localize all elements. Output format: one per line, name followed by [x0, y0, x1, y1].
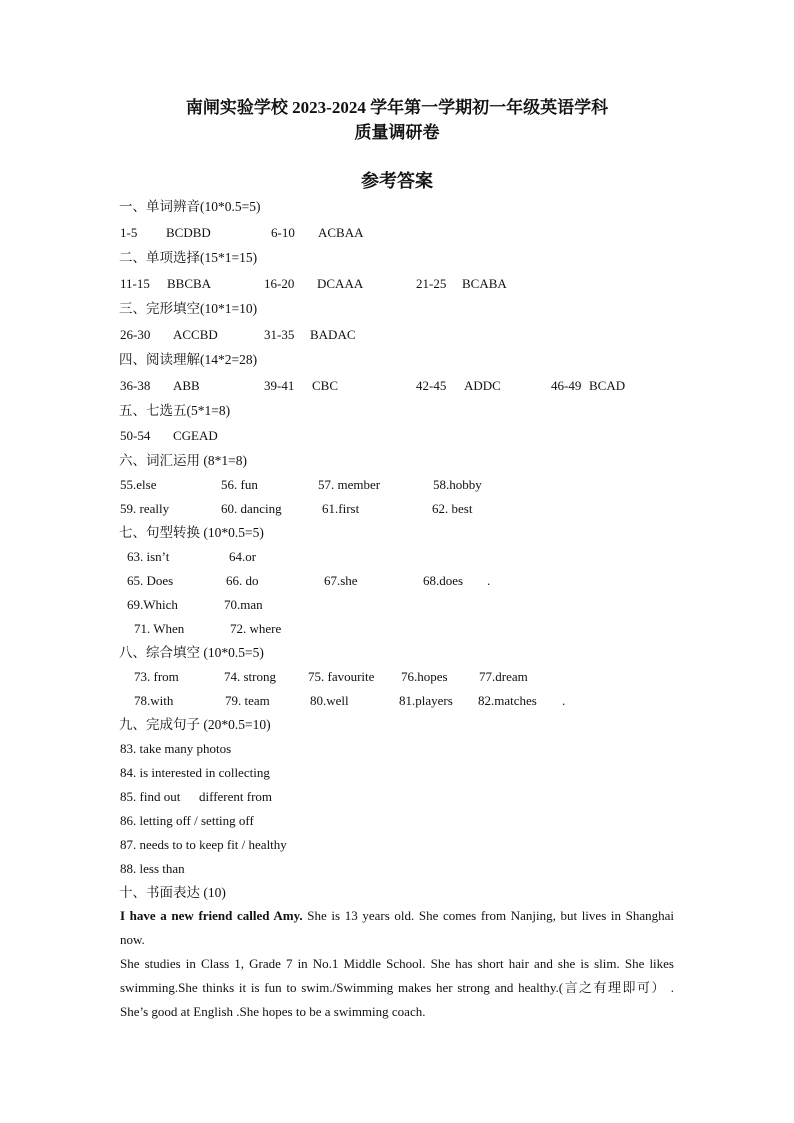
answer-value: ADDC [464, 378, 501, 393]
section-3-heading: 三、完形填空(10*1=10) [119, 301, 258, 316]
answer-item: 63. isn’t [127, 549, 170, 564]
answer-item: 68.does [423, 573, 464, 588]
answer-item: 67.she [324, 573, 358, 588]
answer-number: 11-15 [120, 276, 150, 291]
answer-item: 71. When [134, 621, 185, 636]
answer-key-heading: 参考答案 [361, 171, 433, 191]
answer-number: 46-49 [551, 378, 582, 393]
section-2-heading: 二、单项选择(15*1=15) [119, 250, 258, 265]
answer-value: CGEAD [173, 428, 218, 443]
section-10-heading: 十、书面表达 (10) [119, 885, 226, 900]
answer-value: BCDBD [166, 225, 211, 240]
answer-value: DCAAA [317, 276, 364, 291]
answer-item: . [487, 573, 491, 588]
answer-item: 66. do [226, 573, 259, 588]
section-1-heading: 一、单词辨音(10*0.5=5) [119, 199, 261, 214]
section-9-heading: 九、完成句子 (20*0.5=10) [119, 717, 271, 732]
answer-number: 39-41 [264, 378, 295, 393]
answer-item: 86. letting off / setting off [120, 813, 254, 828]
answer-value: BCAD [589, 378, 626, 393]
answer-item: 81.players [399, 693, 453, 708]
answer-item: 57. member [318, 477, 381, 492]
answer-item: 60. dancing [221, 501, 282, 516]
section-7-heading: 七、句型转换 (10*0.5=5) [119, 525, 264, 540]
answer-item: 72. where [230, 621, 282, 636]
answer-item: . [562, 693, 566, 708]
answer-value: BCABA [462, 276, 507, 291]
section-8-heading: 八、综合填空 (10*0.5=5) [119, 645, 264, 660]
answer-value: ACBAA [318, 225, 364, 240]
answer-item: 75. favourite [308, 669, 375, 684]
answer-value: ACCBD [173, 327, 218, 342]
answer-item: 70.man [224, 597, 263, 612]
answer-item: 64.or [229, 549, 257, 564]
answer-number: 6-10 [271, 225, 295, 240]
answer-value: ABB [173, 378, 200, 393]
essay-paragraph-2: She studies in Class 1, Grade 7 in No.1 Middle School. She has short hair and she is slim. She likes swimming.She thinks it is fun to swim./Swimming makes her strong and healthy.(言之有理即可） . She’s good at English .She hopes to be a swimming coach. [120, 956, 674, 1019]
answer-item: 62. best [432, 501, 473, 516]
answer-item: 84. is interested in collecting [120, 765, 270, 780]
answer-value: BADAC [310, 327, 356, 342]
page-title-line1: 南闸实验学校 2023-2024 学年第一学期初一年级英语学科 [185, 98, 609, 117]
essay-opening-sentence: I have a new friend called Amy. [120, 908, 303, 923]
answer-item: 87. needs to to keep fit / healthy [120, 837, 287, 852]
answer-item: 77.dream [479, 669, 528, 684]
answer-number: 42-45 [416, 378, 447, 393]
section-5-heading: 五、七选五(5*1=8) [119, 403, 231, 418]
answer-item: 56. fun [221, 477, 258, 492]
answer-item: 59. really [120, 501, 170, 516]
answer-number: 16-20 [264, 276, 295, 291]
answer-number: 36-38 [120, 378, 151, 393]
section-6-heading: 六、词汇运用 (8*1=8) [119, 453, 247, 468]
essay-paragraph-1 [120, 904, 674, 952]
answer-item: 58.hobby [433, 477, 482, 492]
answer-item: 85. find out [120, 789, 181, 804]
answer-item: 76.hopes [401, 669, 448, 684]
answer-item: 61.first [322, 501, 360, 516]
answer-item: different from [199, 789, 273, 804]
essay-paragraph-1-rest: She is 13 years old. She comes from Nanjing, but lives in Shanghai now. [120, 908, 674, 947]
answer-item: 80.well [310, 693, 349, 708]
section-4-heading: 四、阅读理解(14*2=28) [119, 352, 258, 367]
answer-item: 65. Does [127, 573, 174, 588]
answer-value: CBC [312, 378, 339, 393]
answer-number: 21-25 [416, 276, 447, 291]
answer-item: 83. take many photos [120, 741, 232, 756]
answer-item: 69.Which [127, 597, 178, 612]
answer-item: 82.matches [478, 693, 537, 708]
answer-item: 55.else [120, 477, 157, 492]
page-title-line2: 质量调研卷 [354, 123, 440, 142]
answer-number: 31-35 [264, 327, 295, 342]
answer-number: 50-54 [120, 428, 151, 443]
answer-item: 88. less than [120, 861, 185, 876]
answer-number: 1-5 [120, 225, 138, 240]
answer-number: 26-30 [120, 327, 151, 342]
answer-item: 73. from [134, 669, 179, 684]
answer-item: 78.with [134, 693, 174, 708]
answer-item: 79. team [225, 693, 270, 708]
answer-item: 74. strong [224, 669, 276, 684]
answer-value: BBCBA [167, 276, 212, 291]
